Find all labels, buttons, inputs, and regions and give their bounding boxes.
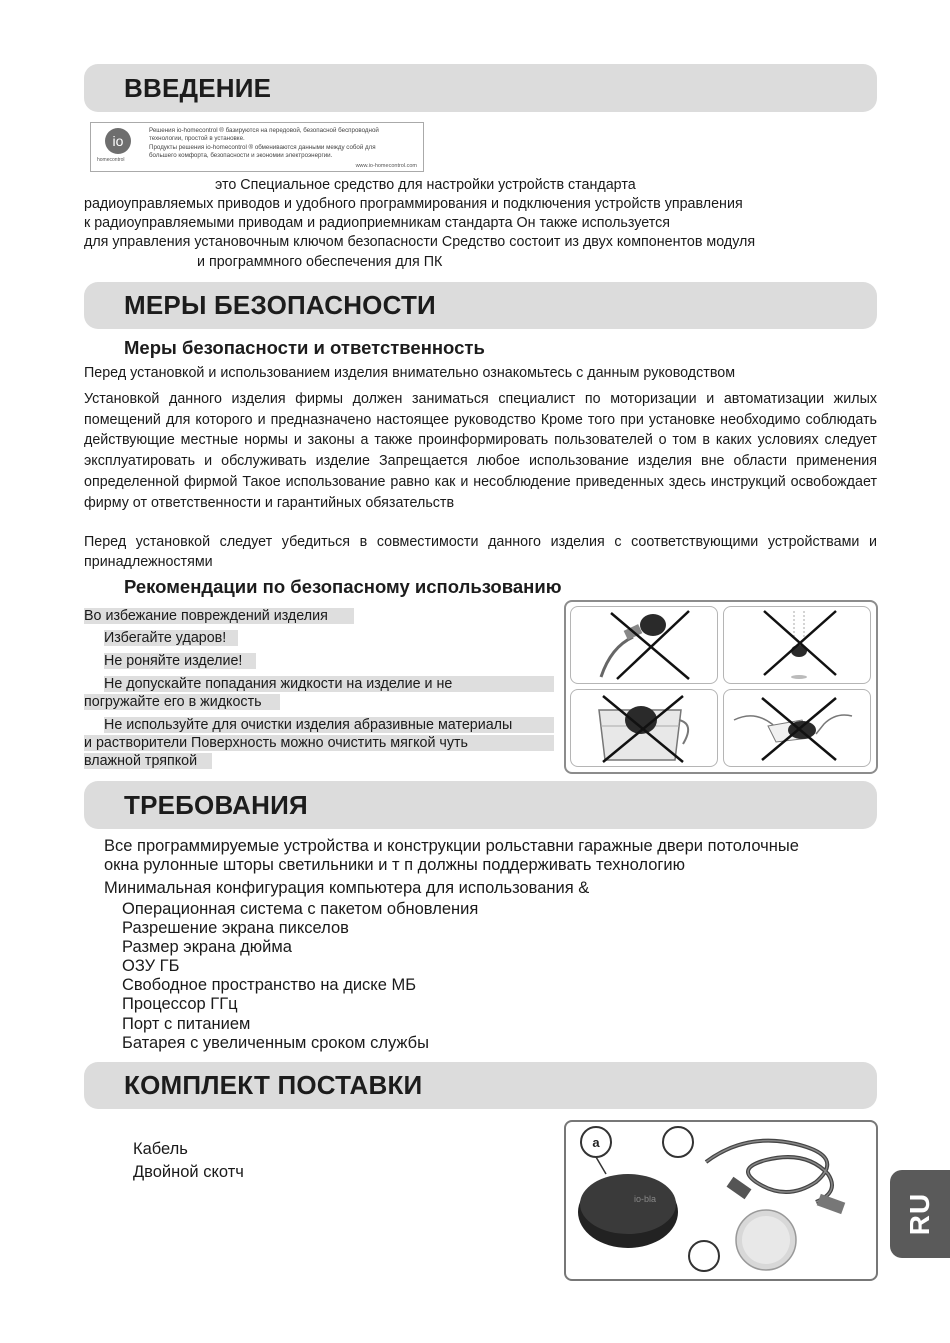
intro-line-5: и программного обеспечения для ПК: [197, 254, 443, 270]
requirements-line-3: Минимальная конфигурация компьютера для использования &: [104, 879, 590, 897]
no-drop-illustration: [723, 606, 871, 684]
marker-a: a: [592, 1135, 600, 1150]
requirement-item: Разрешение экрана пикселов: [122, 919, 349, 937]
recommendation-item: Не роняйте изделие!: [104, 653, 256, 669]
requirement-item: Процессор ГГц: [122, 995, 238, 1013]
safety-paragraph-2: Установкой данного изделия фирмы должен заниматься специалист по моторизации и автоматизации жилых помещений для которого и предназначено настоящее руководство Кроме того при установке необходимо соблюдать действующие местные нормы и законы а также проинформировать пользователей о том в каких условиях следует эксплуатировать и обслуживать изделие Запрещается любое использование изделия вне области применения определенной фирмой Такое использование равно как и несоблюдение приведенных здесь инструкций освобождает фирму от ответственности и гарантийных обязательств: [84, 391, 877, 511]
requirement-item: Операционная система с пакетом обновления: [122, 900, 479, 918]
section-header-intro: [84, 64, 877, 112]
requirements-line-1: Все программируемые устройства и конструкции рольставни гаражные двери потолочные: [104, 837, 799, 855]
recommendation-item-cont: влажной тряпкой: [84, 753, 212, 769]
section-header-requirements: [84, 781, 877, 829]
package-item: Двойной скотч: [133, 1163, 244, 1181]
intro-line-3: к радиоуправляемыми приводам и радиоприемникам стандарта Он также используется: [84, 215, 671, 231]
recommendation-item: Не используйте для очистки изделия абразивные материалы: [104, 717, 554, 733]
io-logo-icon: io: [105, 128, 131, 154]
section-title: ТРЕБОВАНИЯ: [124, 789, 308, 820]
no-liquid-illustration: [570, 689, 718, 767]
package-item: Кабель: [133, 1140, 188, 1158]
safety-paragraph-3: Перед установкой следует убедиться в совместимости данного изделия с соответствующими устройствами и принадлежностями: [84, 534, 877, 570]
safety-paragraph-1: Перед установкой и использованием изделия внимательно ознакомьтесь с данным руководством: [84, 365, 736, 381]
section-header-safety: [84, 282, 877, 329]
requirement-item: Свободное пространство на диске МБ: [122, 976, 417, 994]
language-code: RU: [904, 1192, 935, 1236]
requirement-item: Размер экрана дюйма: [122, 938, 292, 956]
device-label: io-bla: [634, 1194, 657, 1204]
intro-line-2: радиоуправляемых приводов и удобного программирования и подключения устройств управления: [84, 196, 743, 212]
io-homecontrol-banner: [90, 122, 424, 172]
section-header-package: [84, 1062, 877, 1109]
package-contents-illustration: [564, 1120, 878, 1281]
recommendation-item-cont: и растворители Поверхность можно очистить мягкой чуть: [84, 735, 554, 751]
logo-subtitle: homecontrol: [97, 157, 125, 163]
banner-text: Решения io-homecontrol ® базируются на передовой, безопасной беспроводной технологии, простой в установке. Продукты решения io-homecontrol ® обмениваются данными между собой для большего комфорта, безопасности и экономии электроэнергии.: [149, 127, 379, 159]
recommendation-intro: Во избежание повреждений изделия: [84, 608, 354, 624]
requirement-item: Батарея с увеличенным сроком службы: [122, 1034, 429, 1052]
subheading-safety-responsibility: Меры безопасности и ответственность: [124, 337, 485, 358]
section-title: ВВЕДЕНИЕ: [124, 72, 272, 103]
section-title: МЕРЫ БЕЗОПАСНОСТИ: [124, 290, 436, 320]
requirement-item: ОЗУ ГБ: [122, 957, 180, 975]
recommendation-item: Не допускайте попадания жидкости на изделие и не: [104, 676, 554, 692]
language-tab: [890, 1170, 950, 1258]
recommendation-item-cont: погружайте его в жидкость: [84, 694, 280, 710]
section-title: КОМПЛЕКТ ПОСТАВКИ: [124, 1070, 423, 1100]
intro-line-1: это Специальное средство для настройки устройств стандарта: [215, 177, 636, 193]
no-abrasive-cleaning-illustration: [723, 689, 871, 767]
recommendation-item: Избегайте ударов!: [104, 630, 238, 646]
requirements-line-2: окна рулонные шторы светильники и т п должны поддерживать технологию: [104, 856, 686, 874]
banner-url: www.io-homecontrol.com: [355, 163, 417, 169]
requirement-item: Порт с питанием: [122, 1015, 251, 1033]
subheading-safe-use: Рекомендации по безопасному использованию: [124, 576, 562, 597]
no-impact-illustration: [570, 606, 718, 684]
intro-line-4: для управления установочным ключом безопасности Средство состоит из двух компонентов модуля: [84, 234, 756, 250]
safety-illustrations: [564, 600, 878, 774]
